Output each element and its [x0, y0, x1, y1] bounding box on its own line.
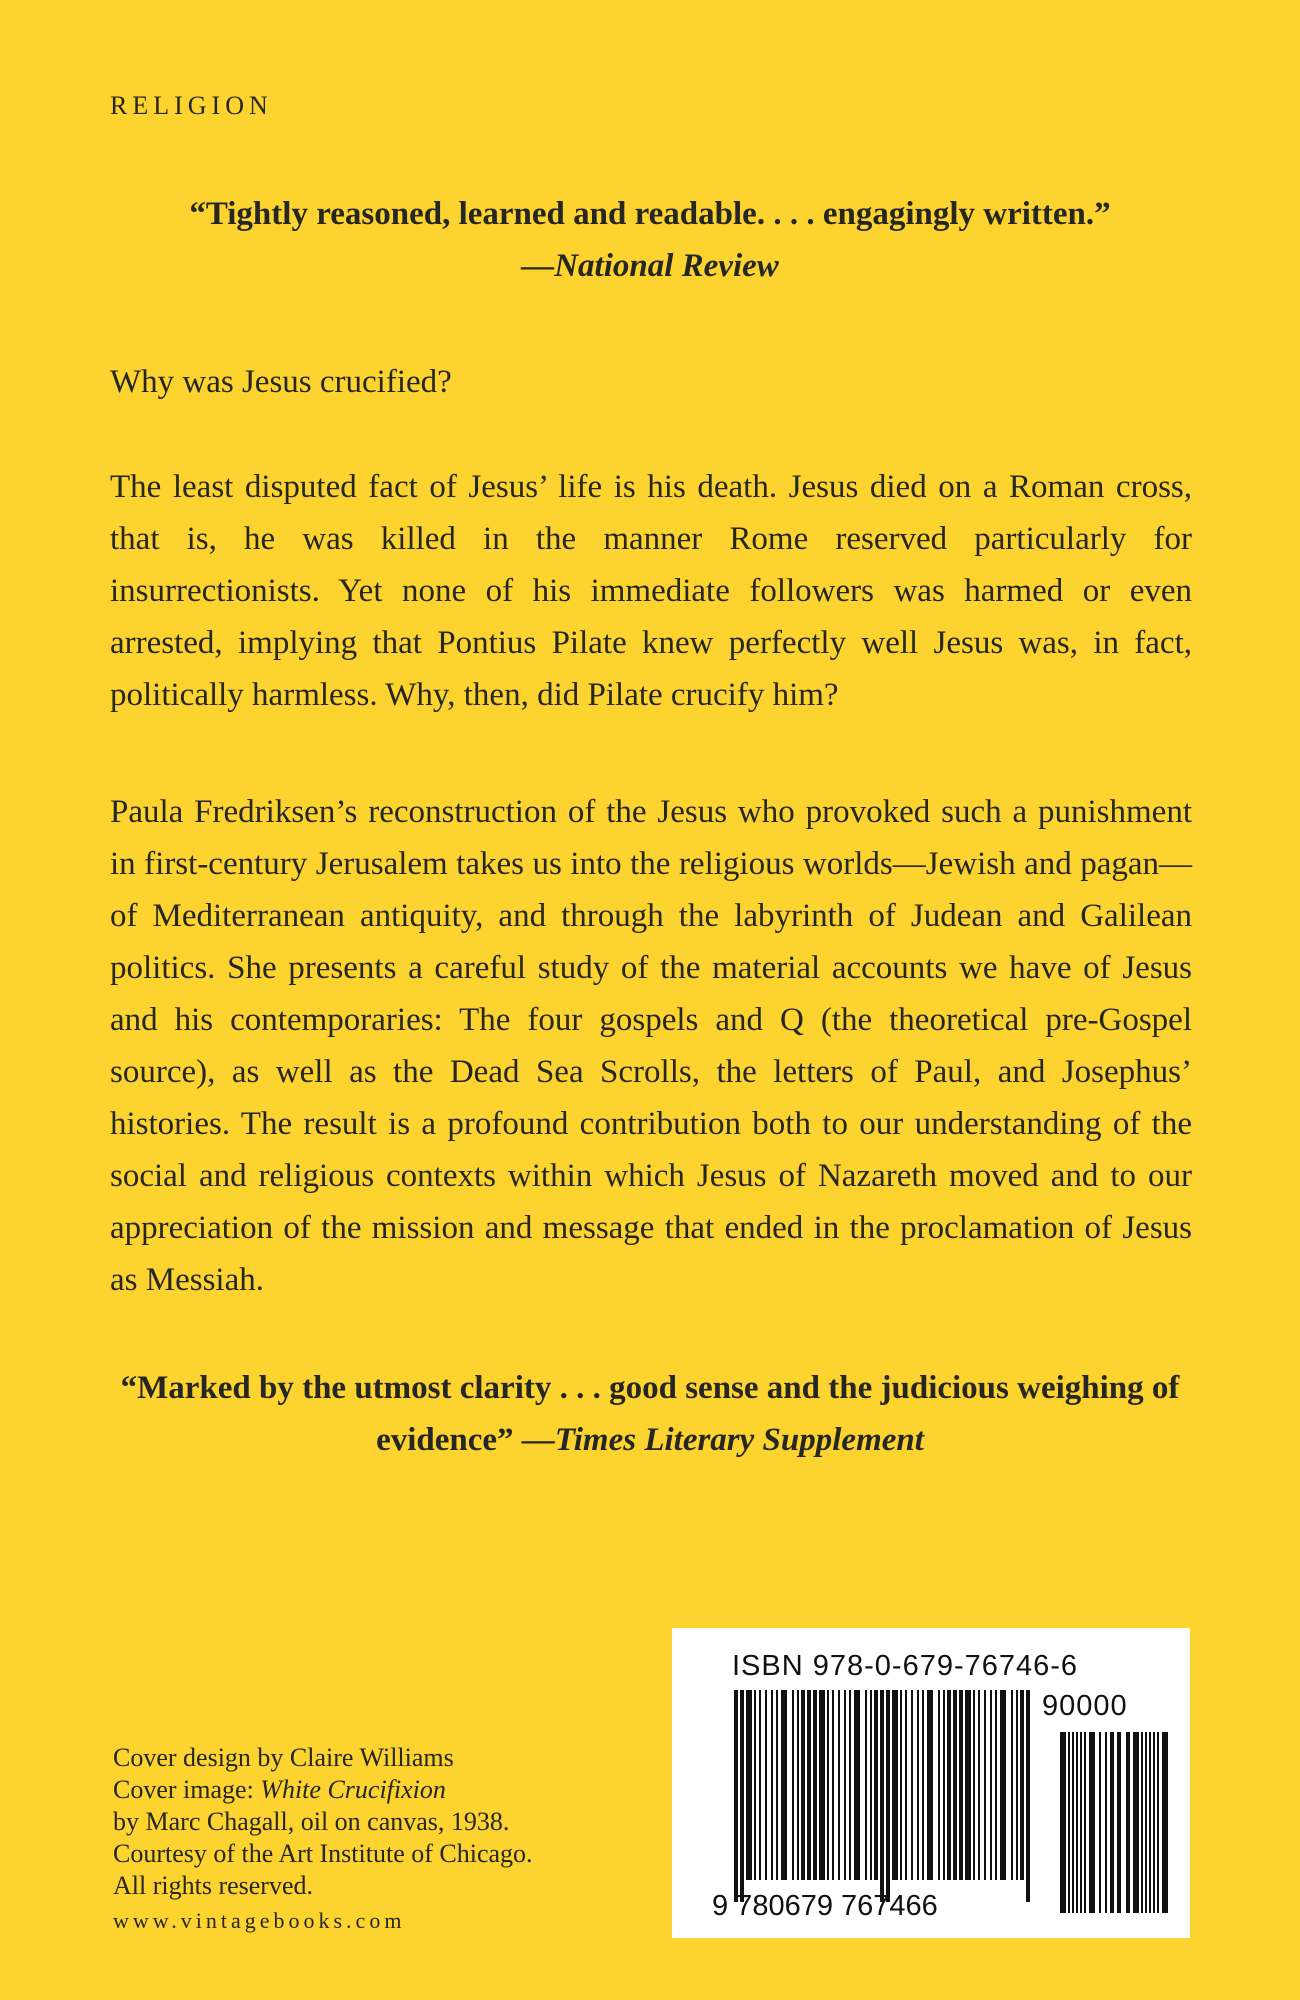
bottom-review-quote: [110, 1362, 1190, 1466]
barcode-bar: [1153, 1732, 1155, 1913]
barcode-bar: [911, 1690, 913, 1880]
barcode-bar: [1126, 1732, 1130, 1913]
barcode-bar: [973, 1690, 975, 1880]
barcode-bar: [1145, 1732, 1147, 1913]
barcode-bar: [953, 1690, 957, 1880]
top-quote-text: “Tightly reasoned, learned and readable. . . . engagingly written.”: [189, 196, 1111, 232]
barcode-bar: [874, 1690, 878, 1880]
credit-rights: All rights reserved.: [113, 1871, 314, 1900]
barcode-bar: [1000, 1690, 1006, 1880]
barcode-bar: [886, 1690, 890, 1902]
barcode-bar: [838, 1690, 840, 1880]
barcode-bar: [759, 1690, 761, 1880]
barcode-bar: [844, 1690, 846, 1880]
barcode-bar: [870, 1690, 872, 1880]
barcode-bar: [927, 1690, 933, 1880]
bottom-quote-source: —Times Literary Supplement: [521, 1422, 924, 1458]
barcode-bar: [1099, 1732, 1101, 1913]
barcode-bar: [734, 1690, 738, 1902]
barcode-bar: [792, 1690, 794, 1880]
barcode-bar: [938, 1690, 940, 1880]
isbn-number: ISBN 978-0-679-76746-6: [732, 1650, 1079, 1682]
barcode-bar: [917, 1690, 919, 1880]
credit-image-title: White Crucifixion: [260, 1775, 446, 1804]
publisher-website: www.vintagebooks.com: [113, 1908, 406, 1933]
barcode-bar: [754, 1690, 756, 1880]
barcode-digits: 9 780679 767466: [712, 1890, 938, 1922]
barcode-bar: [797, 1690, 799, 1880]
category-label: RELIGION: [110, 91, 273, 120]
barcode-bar: [880, 1690, 884, 1902]
barcode-bar: [1080, 1732, 1082, 1913]
barcode-bar: [771, 1690, 773, 1880]
barcode-bar: [819, 1690, 825, 1880]
barcode-bar: [832, 1690, 834, 1880]
top-quote-source: —National Review: [521, 248, 779, 284]
barcode-bar: [1162, 1732, 1168, 1913]
barcode-bar: [1076, 1732, 1078, 1913]
barcode-bar: [1016, 1690, 1018, 1880]
barcode-bar: [943, 1690, 945, 1880]
credit-courtesy: Courtesy of the Art Institute of Chicago.: [113, 1839, 533, 1868]
barcode-bar: [746, 1690, 752, 1880]
barcode-bar: [1011, 1690, 1013, 1880]
barcode-bar: [849, 1690, 851, 1880]
barcode-bar: [781, 1690, 787, 1880]
top-review-quote: [110, 188, 1190, 292]
barcode-bar: [984, 1690, 986, 1880]
barcode-bar: [1105, 1732, 1107, 1913]
barcode-bar: [1141, 1732, 1143, 1913]
barcode-bar: [1068, 1732, 1070, 1913]
bottom-quote-text: “Marked by the utmost clarity . . . good sense and the judicious weighing of evidence”: [120, 1370, 1180, 1458]
barcode-bar: [765, 1690, 767, 1880]
barcode-bar: [1117, 1732, 1121, 1913]
barcode-bar: [995, 1690, 997, 1880]
barcode-bar: [965, 1690, 971, 1880]
barcode-bar: [900, 1690, 902, 1880]
barcode-bar: [978, 1690, 980, 1880]
barcode-bar: [1110, 1732, 1114, 1913]
credit-image: [113, 1774, 533, 1806]
cover-credits: [113, 1742, 533, 1902]
barcode-bar: [922, 1690, 924, 1880]
barcode-bar: [1157, 1732, 1159, 1913]
barcode-bar: [1133, 1732, 1139, 1913]
barcode-bar: [1060, 1732, 1066, 1913]
barcode-bar: [813, 1690, 817, 1880]
barcode-bar: [801, 1690, 805, 1880]
barcode-bar: [1026, 1690, 1030, 1902]
barcode-bar: [1084, 1732, 1086, 1913]
credit-image-label: Cover image:: [113, 1775, 261, 1804]
barcode-bar: [1020, 1690, 1024, 1880]
barcode-bar: [740, 1690, 744, 1902]
barcode-bar: [1149, 1732, 1151, 1913]
barcode-bar: [807, 1690, 811, 1880]
credit-design: Cover design by Claire Williams: [113, 1743, 454, 1772]
isbn-addon-code: 90000: [1042, 1690, 1128, 1722]
barcode-bar: [865, 1690, 867, 1880]
barcode-bar: [1072, 1732, 1074, 1913]
barcode-bar: [947, 1690, 951, 1880]
barcode-bar: [959, 1690, 963, 1880]
credit-artist: by Marc Chagall, oil on canvas, 1938.: [113, 1807, 510, 1836]
body-question: Why was Jesus crucified?: [110, 364, 452, 400]
body-paragraph-1: The least disputed fact of Jesus’ life is his death. Jesus died on a Roman cross, that is, he was killed in the manner Rome reserved particularly for insurrectionists. Yet none of his immediate followers was harmed or even arrested, implying that Pontius Pilate knew perfectly well Jesus was, in fact, politically harmless. Why, then, did Pilate crucify him?: [110, 469, 1192, 713]
barcode-bar: [854, 1690, 860, 1880]
barcode-bar: [1089, 1732, 1095, 1913]
barcode-bar: [827, 1690, 829, 1880]
body-paragraph-2: Paula Fredriksen’s reconstruction of the Jesus who provoked such a punishment in first-century Jerusalem takes us into the religious worlds—Jewish and pagan—of Mediterranean antiquity, and through the labyrinth of Judean and Galilean politics. She presents a careful study of the material accounts we have of Jesus and his contemporaries: The four gospels and Q (the theoretical pre-Gospel source), as well as the Dead Sea Scrolls, the letters of Paul, and Josephus’ histories. The result is a profound contribution both to our understanding of the social and religious contexts within which Jesus of Nazareth moved and to our appreciation of the mission and message that ended in the proclamation of Jesus as Messiah.: [110, 794, 1192, 1298]
barcode-bar: [892, 1690, 898, 1880]
barcode-bar: [776, 1690, 778, 1880]
isbn-barcode-box: [672, 1628, 1190, 1938]
barcode-bar: [905, 1690, 907, 1880]
barcode-bar: [990, 1690, 992, 1880]
